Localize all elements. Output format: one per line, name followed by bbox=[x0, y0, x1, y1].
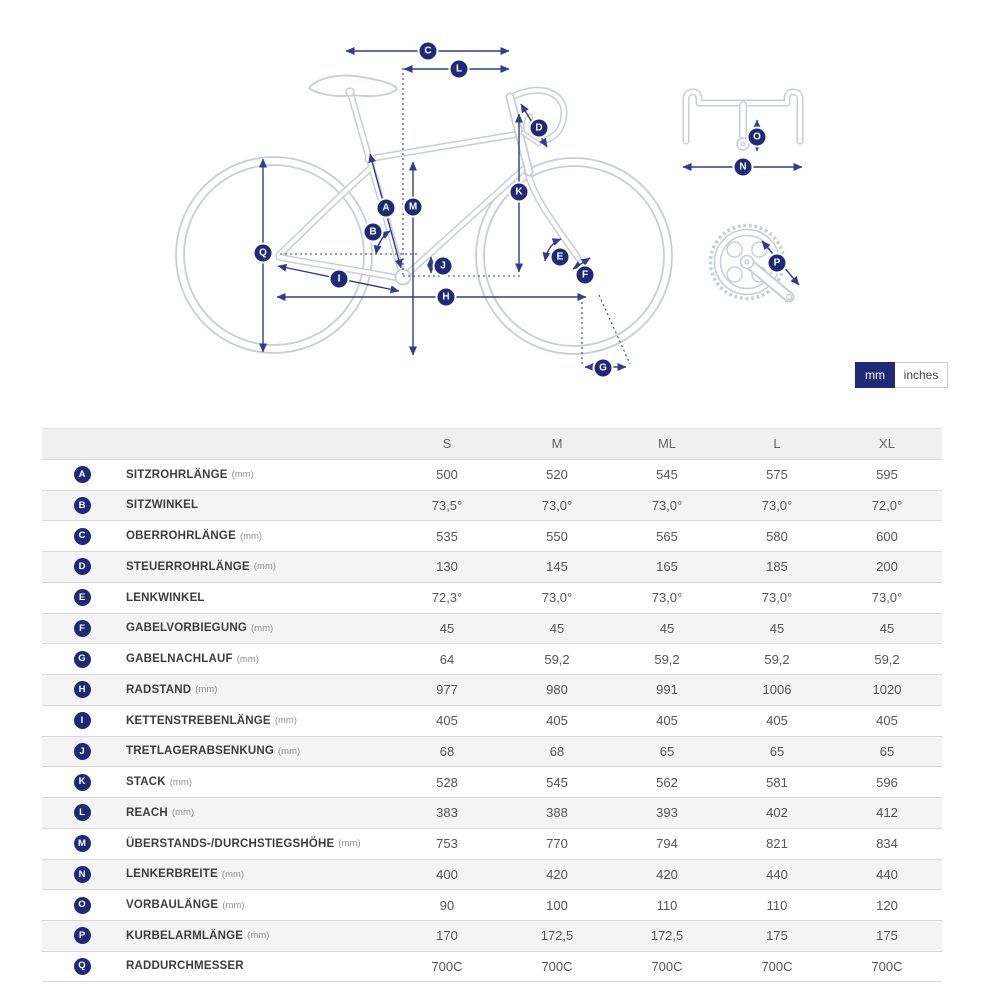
row-value: 402 bbox=[766, 805, 788, 821]
column-header-l: L bbox=[773, 436, 781, 452]
row-value: 581 bbox=[766, 774, 788, 790]
row-value: 440 bbox=[876, 866, 898, 882]
row-value: 120 bbox=[876, 897, 898, 913]
row-unit: (mm) bbox=[239, 530, 263, 542]
diagram-marker-q: Q bbox=[255, 245, 272, 262]
row-value: 65 bbox=[659, 743, 675, 759]
row-value: 405 bbox=[766, 713, 788, 729]
row-label: RADSTAND bbox=[126, 683, 192, 696]
row-value: 1020 bbox=[872, 682, 902, 698]
row-label: ÜBERSTANDS-/DURCHSTIEGSHÖHE bbox=[126, 837, 335, 850]
diagram-marker-k: K bbox=[511, 184, 528, 201]
row-value: 420 bbox=[656, 866, 678, 882]
row-letter-badge: G bbox=[74, 651, 91, 668]
row-letter-badge: N bbox=[74, 866, 91, 883]
row-letter-badge: A bbox=[74, 466, 91, 483]
reference-lines bbox=[280, 68, 630, 366]
column-header-m: M bbox=[551, 436, 563, 452]
table-row-p bbox=[42, 920, 942, 951]
table-row-q bbox=[42, 951, 942, 982]
row-label: KURBELARMLÄNGE bbox=[126, 929, 244, 942]
row-value: 175 bbox=[766, 928, 788, 944]
rear-wheel bbox=[176, 157, 372, 353]
table-row-d bbox=[42, 551, 942, 582]
row-value: 73,0° bbox=[651, 497, 683, 513]
row-value: 545 bbox=[656, 467, 678, 483]
row-value: 575 bbox=[766, 467, 788, 483]
row-value: 700C bbox=[651, 958, 683, 974]
row-letter-badge: B bbox=[74, 497, 91, 514]
row-value: 73,0° bbox=[871, 590, 903, 606]
row-value: 73,0° bbox=[761, 497, 793, 513]
row-value: 412 bbox=[876, 805, 898, 821]
column-header-s: S bbox=[442, 436, 452, 452]
row-value: 130 bbox=[436, 559, 458, 575]
row-unit: (mm) bbox=[222, 899, 245, 911]
row-value: 535 bbox=[436, 528, 458, 544]
diagram-marker-g: G bbox=[595, 360, 612, 377]
row-letter-badge: L bbox=[74, 804, 91, 821]
row-value: 528 bbox=[436, 774, 458, 790]
table-row-b bbox=[42, 490, 942, 521]
row-letter-badge: P bbox=[74, 927, 91, 944]
row-letter-badge: O bbox=[74, 897, 91, 914]
diagram-marker-i: I bbox=[331, 271, 348, 288]
row-value: 753 bbox=[436, 836, 458, 852]
row-unit: (mm) bbox=[221, 868, 245, 880]
diagram-marker-f: F bbox=[577, 267, 594, 284]
row-unit: (mm) bbox=[169, 776, 192, 788]
table-row-e bbox=[42, 582, 942, 613]
row-value: 834 bbox=[876, 836, 898, 852]
row-letter-badge: M bbox=[74, 835, 91, 852]
unit-toggle-inches-button[interactable]: inches bbox=[895, 362, 948, 388]
bike-diagram-svg bbox=[0, 0, 984, 420]
row-value: 405 bbox=[436, 713, 458, 729]
row-unit: (mm) bbox=[251, 622, 274, 634]
row-value: 420 bbox=[546, 866, 568, 882]
row-value: 90 bbox=[439, 897, 455, 913]
row-label: GABELVORBIEGUNG bbox=[126, 622, 247, 635]
row-unit: (mm) bbox=[274, 715, 297, 727]
row-letter-badge: E bbox=[74, 589, 91, 606]
table-row-l bbox=[42, 797, 942, 828]
row-value: 73,5° bbox=[431, 497, 463, 513]
row-value: 172,5 bbox=[540, 928, 574, 944]
table-header-row bbox=[42, 428, 942, 459]
row-value: 73,0° bbox=[541, 590, 573, 606]
row-unit: (mm) bbox=[278, 745, 301, 757]
row-value: 73,0° bbox=[651, 590, 683, 606]
row-letter-badge: I bbox=[74, 712, 91, 729]
row-label: SITZROHRLÄNGE bbox=[126, 468, 228, 481]
row-value: 65 bbox=[879, 743, 895, 759]
handlebar-top-view bbox=[686, 92, 800, 150]
table-row-j bbox=[42, 736, 942, 767]
row-label: SITZWINKEL bbox=[126, 499, 199, 512]
row-value: 73,0° bbox=[541, 497, 573, 513]
row-label: KETTENSTREBENLÄNGE bbox=[126, 714, 271, 727]
diagram-marker-m: M bbox=[405, 199, 422, 216]
row-unit: (mm) bbox=[253, 561, 276, 573]
row-unit: (mm) bbox=[236, 653, 259, 665]
diagram-marker-n: N bbox=[735, 159, 752, 176]
unit-toggle-mm-button[interactable]: mm bbox=[855, 362, 895, 388]
row-value: 165 bbox=[656, 559, 678, 575]
column-header-ml: ML bbox=[657, 436, 677, 452]
row-value: 562 bbox=[656, 774, 678, 790]
row-value: 110 bbox=[766, 897, 788, 913]
row-letter-badge: C bbox=[74, 528, 91, 545]
row-value: 68 bbox=[549, 743, 565, 759]
row-value: 440 bbox=[766, 866, 788, 882]
row-value: 980 bbox=[546, 682, 568, 698]
row-value: 200 bbox=[876, 559, 898, 575]
geometry-table-body bbox=[42, 459, 942, 982]
diagram-marker-b: B bbox=[365, 224, 382, 241]
row-value: 550 bbox=[546, 528, 568, 544]
row-label: LENKWINKEL bbox=[126, 591, 205, 604]
row-value: 405 bbox=[546, 713, 568, 729]
row-value: 59,2 bbox=[764, 651, 790, 667]
row-value: 596 bbox=[876, 774, 898, 790]
diagram-marker-o: O bbox=[749, 129, 766, 146]
row-label: LENKERBREITE bbox=[126, 868, 218, 881]
row-label: STACK bbox=[126, 776, 166, 789]
row-value: 59,2 bbox=[654, 651, 680, 667]
row-value: 545 bbox=[546, 774, 568, 790]
row-value: 170 bbox=[436, 928, 458, 944]
row-unit: (mm) bbox=[247, 930, 270, 942]
row-value: 175 bbox=[876, 928, 898, 944]
table-row-n bbox=[42, 859, 942, 890]
row-label: OBERROHRLÄNGE bbox=[126, 530, 236, 543]
row-value: 770 bbox=[546, 836, 568, 852]
row-value: 405 bbox=[876, 713, 898, 729]
row-value: 72,0° bbox=[871, 497, 903, 513]
row-unit: (mm) bbox=[231, 469, 254, 481]
dimension-arrows bbox=[263, 51, 802, 367]
row-unit: (mm) bbox=[195, 684, 218, 696]
row-value: 595 bbox=[876, 467, 898, 483]
row-value: 700C bbox=[431, 958, 463, 974]
geometry-table bbox=[42, 428, 942, 982]
unit-toggle bbox=[855, 362, 948, 388]
table-row-c bbox=[42, 520, 942, 551]
row-value: 977 bbox=[436, 682, 458, 698]
diagram-marker-e: E bbox=[552, 249, 569, 266]
row-value: 45 bbox=[439, 620, 455, 636]
crank-hub bbox=[741, 256, 754, 269]
diagram-marker-p: P bbox=[769, 255, 786, 272]
table-row-k bbox=[42, 766, 942, 797]
row-value: 520 bbox=[546, 467, 568, 483]
row-value: 72,3° bbox=[431, 590, 463, 606]
row-value: 393 bbox=[656, 805, 678, 821]
row-value: 991 bbox=[656, 682, 678, 698]
row-value: 821 bbox=[766, 836, 788, 852]
row-value: 700C bbox=[871, 958, 903, 974]
row-label: GABELNACHLAUF bbox=[126, 653, 233, 666]
table-row-i bbox=[42, 705, 942, 736]
row-value: 700C bbox=[761, 958, 793, 974]
diagram-marker-d: D bbox=[531, 120, 548, 137]
row-value: 500 bbox=[436, 467, 458, 483]
diagram-marker-h: H bbox=[438, 289, 455, 306]
row-letter-badge: H bbox=[74, 681, 91, 698]
row-value: 700C bbox=[541, 958, 573, 974]
row-value: 600 bbox=[876, 528, 898, 544]
row-value: 110 bbox=[656, 897, 678, 913]
row-label: VORBAULÄNGE bbox=[126, 899, 219, 912]
diagram-marker-l: L bbox=[451, 61, 468, 78]
geometry-diagram bbox=[0, 0, 984, 420]
row-value: 794 bbox=[656, 836, 678, 852]
row-label: TRETLAGERABSENKUNG bbox=[126, 745, 274, 758]
row-value: 45 bbox=[659, 620, 675, 636]
table-row-g bbox=[42, 643, 942, 674]
row-value: 65 bbox=[769, 743, 785, 759]
row-value: 59,2 bbox=[544, 651, 570, 667]
diagram-marker-c: C bbox=[420, 43, 437, 60]
row-value: 565 bbox=[656, 528, 678, 544]
row-value: 400 bbox=[436, 866, 458, 882]
row-label: REACH bbox=[126, 806, 168, 819]
row-label: RADDURCHMESSER bbox=[126, 960, 244, 973]
table-row-h bbox=[42, 674, 942, 705]
row-value: 172,5 bbox=[650, 928, 684, 944]
row-value: 59,2 bbox=[874, 651, 900, 667]
row-value: 45 bbox=[549, 620, 565, 636]
row-unit: (mm) bbox=[171, 807, 195, 819]
row-value: 73,0° bbox=[761, 590, 793, 606]
row-value: 68 bbox=[439, 743, 455, 759]
diagram-marker-j: J bbox=[435, 258, 452, 275]
row-letter-badge: F bbox=[74, 620, 91, 637]
saddle-clamp bbox=[346, 88, 354, 96]
diagram-marker-a: A bbox=[378, 200, 395, 217]
row-label: STEUERROHRLÄNGE bbox=[126, 560, 250, 573]
row-letter-badge: D bbox=[74, 558, 91, 575]
row-value: 45 bbox=[769, 620, 785, 636]
row-value: 388 bbox=[546, 805, 568, 821]
row-value: 1006 bbox=[762, 682, 792, 698]
table-row-f bbox=[42, 613, 942, 644]
row-value: 580 bbox=[766, 528, 788, 544]
bottom-bracket bbox=[396, 270, 411, 285]
table-row-m bbox=[42, 828, 942, 859]
row-letter-badge: K bbox=[74, 774, 91, 791]
row-value: 405 bbox=[656, 713, 678, 729]
row-value: 383 bbox=[436, 805, 458, 821]
row-unit: (mm) bbox=[338, 838, 361, 850]
row-value: 145 bbox=[546, 559, 568, 575]
row-value: 64 bbox=[439, 651, 455, 667]
table-row-o bbox=[42, 889, 942, 920]
row-letter-badge: J bbox=[74, 743, 91, 760]
row-value: 45 bbox=[879, 620, 895, 636]
row-letter-badge: Q bbox=[74, 958, 91, 975]
table-row-a bbox=[42, 459, 942, 490]
column-header-xl: XL bbox=[879, 436, 895, 452]
row-value: 185 bbox=[766, 559, 788, 575]
row-value: 100 bbox=[546, 897, 568, 913]
